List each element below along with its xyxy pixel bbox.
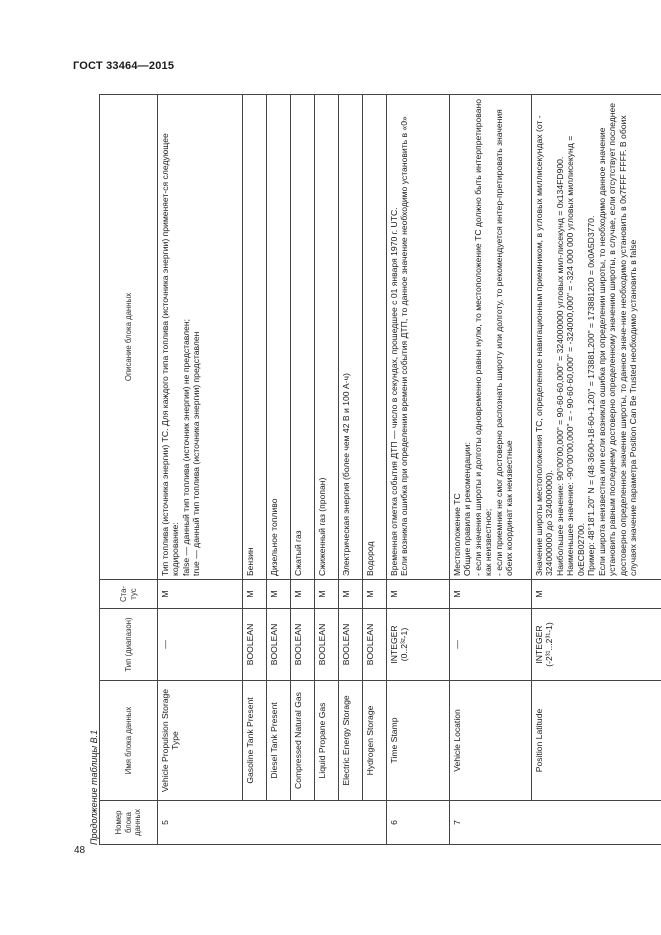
block-type xyxy=(387,609,450,681)
type-range: (-2³¹...2³¹-1) xyxy=(544,622,555,667)
table-row xyxy=(315,95,339,845)
header-number: Номер блока данных xyxy=(100,801,158,845)
block-name: Time Stamp xyxy=(387,681,450,801)
description-line: false — данный тип топлива (источник энергии) не представлен; xyxy=(180,318,191,576)
block-type: — xyxy=(450,609,532,681)
block-name: Position Latitude xyxy=(532,681,661,801)
block-status: M xyxy=(243,580,267,609)
block-description: Сжатый газ xyxy=(291,95,315,580)
description-line: Местоположение ТС xyxy=(452,493,462,576)
description-line: Значение широты местоположения ТС, определенное навигационным приемником, в угловых миллисекундах (от - 324000000 до 324000000). xyxy=(534,115,555,576)
block-status: M xyxy=(291,580,315,609)
table-row xyxy=(243,95,267,845)
block-name: Electric Energy Storage xyxy=(339,681,363,801)
block-number: 7 xyxy=(450,801,661,845)
description-line: Наибольшее значение: 90°00'00,000" = 90·60·60,000" = 324000000 угловых мил-лисекунд = 0x134FD900. xyxy=(554,156,565,576)
block-type xyxy=(532,609,661,681)
block-status: M xyxy=(339,580,363,609)
type-name: INTEGER xyxy=(534,625,544,664)
block-description: Бензин xyxy=(243,95,267,580)
type-range: (0..2³²-1) xyxy=(399,627,410,662)
block-number: 5 xyxy=(158,801,387,845)
document-title: ГОСТ 33464—2015 xyxy=(73,60,175,72)
block-description: Сжиженный газ (пропан) xyxy=(315,95,339,580)
block-description: Электрическая энергия (более чем 42 В и 100 А·ч) xyxy=(339,95,363,580)
description-line: Если широта неизвестна или если возникла ошибка при определении широты, то необходимо данное значение установить равным последнему достоверно определенному значению широты, в случае, если отсутствует последнее достоверно определенное значение широты, то данное значе-ние необходимо установить в 0x7FFF FFFF. В обоих случаях значение параметра Position Can Be Trusted необходимо установить в false xyxy=(596,102,639,576)
description-line: true — данный тип топлива (источника энергии) представлен xyxy=(191,331,202,576)
table-row xyxy=(339,95,363,845)
block-name: Gasoline Tank Present xyxy=(243,681,267,801)
block-type: BOOLEAN xyxy=(339,609,363,681)
table-row xyxy=(267,95,291,845)
block-name: Compressed Natural Gas xyxy=(291,681,315,801)
block-status: M xyxy=(363,580,387,609)
block-type: — xyxy=(158,609,243,681)
table-row xyxy=(158,95,243,845)
header-type: Тип (диапазон) xyxy=(100,609,158,681)
page-number: 48 xyxy=(74,845,86,856)
block-description xyxy=(158,95,243,580)
block-description: Дизельное топливо xyxy=(267,95,291,580)
table-row xyxy=(291,95,315,845)
header-description: Описание блока данных xyxy=(100,95,158,580)
data-block-table xyxy=(99,94,661,845)
table-caption: Продолжение таблицы В.1 xyxy=(89,729,99,845)
table-header-row xyxy=(100,95,158,845)
block-name: Hydrogen Storage xyxy=(363,681,387,801)
table-row xyxy=(532,95,661,845)
block-description xyxy=(450,95,532,580)
table-row xyxy=(387,95,450,845)
header-name: Имя блока данных xyxy=(100,681,158,801)
block-name: Vehicle Propulsion Storage Type xyxy=(158,681,243,801)
description-line: - если приемник не смог достоверно распознать широту или долготу, то рекомендуется интер-претировать значения обеих координат как неизвестные xyxy=(493,109,515,576)
block-name: Vehicle Location xyxy=(450,681,532,801)
block-type: BOOLEAN xyxy=(291,609,315,681)
description-line: Тип топлива (источника энергии) ТС. Для каждого типа топлива (источника энергии) применяет-ся следующее кодирование: xyxy=(160,133,181,576)
description-line: - если значения широты и долготы одновременно равны нулю, то местоположение ТС должно быть интерпретировано как неизвестное; xyxy=(472,98,494,576)
block-type: BOOLEAN xyxy=(315,609,339,681)
block-status: M xyxy=(158,580,243,609)
description-line: Наименьшее значение: -90°00'00,000" = - 90·60·60,000" = -324000,000" = -324 000 000 угловых миллисекунд = 0xECB02700. xyxy=(565,135,586,576)
block-description: Водород xyxy=(363,95,387,580)
block-status: M xyxy=(387,580,450,609)
description-line: Если возникла ошибка при определении времени события ДТП, то данное значение необходимо установить в «0» xyxy=(399,116,410,576)
block-status: M xyxy=(267,580,291,609)
block-name: Diesel Tank Present xyxy=(267,681,291,801)
block-type: BOOLEAN xyxy=(243,609,267,681)
block-description xyxy=(532,95,661,580)
type-name: INTEGER xyxy=(389,625,399,664)
block-name: Liquid Propane Gas xyxy=(315,681,339,801)
block-description xyxy=(387,95,450,580)
header-status: Ста-тус xyxy=(100,580,158,609)
block-status: M xyxy=(315,580,339,609)
block-type: BOOLEAN xyxy=(267,609,291,681)
rotated-table-area xyxy=(85,95,640,845)
description-line: Пример: 48°18'1.20" N = (48·3600+18·60+1,20)" = 173881,200" = 173881200 = 0x0A5D3770. xyxy=(586,215,597,576)
description-line: Временная отметка события ДТП — число в секундах, прошедшее с 01 января 1970 г. UTC. xyxy=(389,207,399,576)
block-number: 6 xyxy=(387,801,450,845)
block-status: M xyxy=(450,580,532,609)
table-row xyxy=(450,95,532,845)
description-line: Общие правила и рекомендации: xyxy=(462,442,473,576)
block-type: BOOLEAN xyxy=(363,609,387,681)
block-status: M xyxy=(532,580,661,609)
table-row xyxy=(363,95,387,845)
